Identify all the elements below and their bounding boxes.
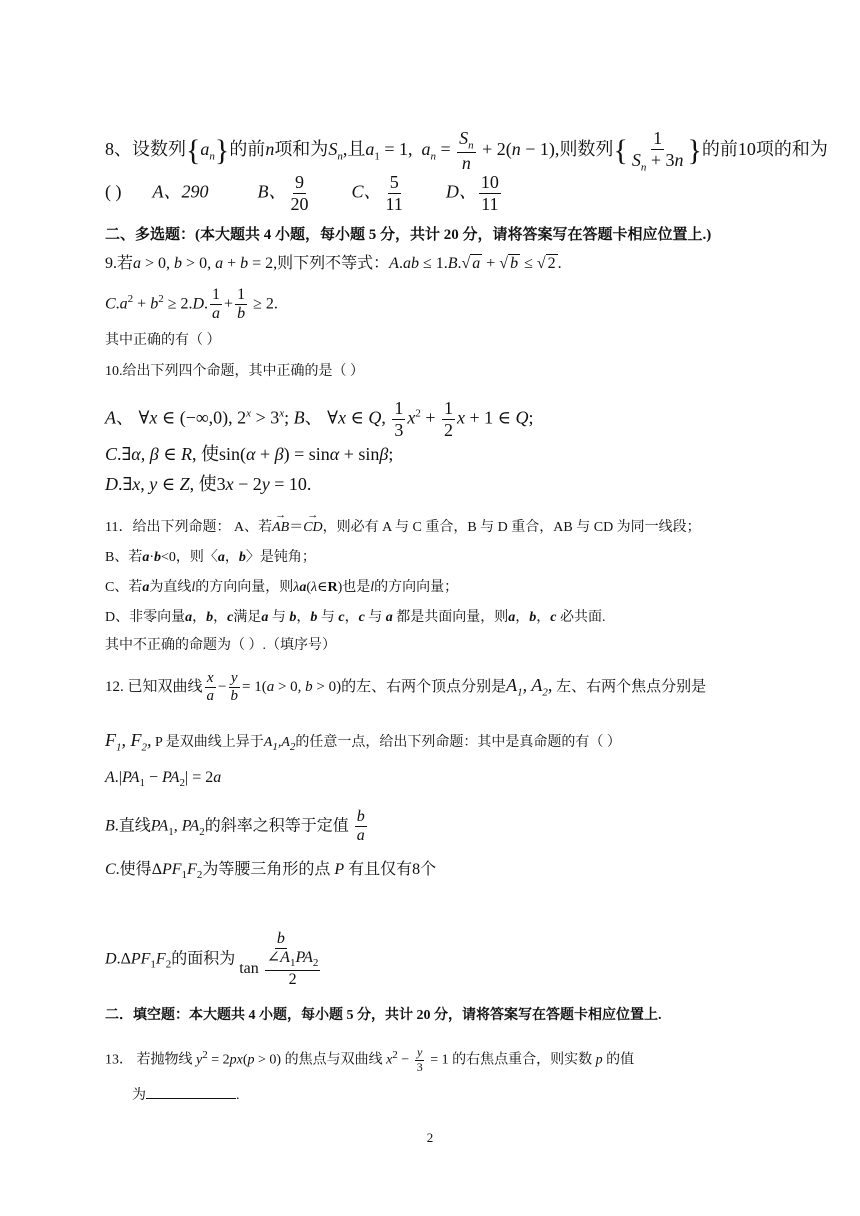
q9-line3: 其中正确的有（ ） [105, 333, 221, 348]
q11-line5: 其中不正确的命题为（ ）.（填序号） [105, 638, 336, 653]
q11-line2: B、若a·b<0，则〈a，b〉是钝角； [105, 550, 316, 565]
q8-options: ( ) A、290 B、 $\frac{9}{20}$ C、 $\frac{5}{11}$ D、 $\frac{10}{11}$ [105, 172, 499, 214]
q8-line1: 8、设数列$\{a_n\}$的前n项和为$S_n$,且$a_1 = 1$, $a_n$ = $\frac{S_n}{n}$ + 2(n − 1),则数列{ $\frac{1}{S_n + 3n}$ }的前10项的和为 [105, 128, 828, 174]
q10-options-ab: A、 ∀x ∈ (−∞,0), $2^x > 3^x$; B、 ∀x ∈ Q, $\frac{1}{3}$ $x^2$ + $\frac{1}{2}$ x + 1 ∈ Q; [105, 398, 534, 440]
q8-option-d: $\frac{10}{11}$ [480, 172, 499, 214]
q9-line1: 9.若a > 0, b > 0, a + b = 2,则下列不等式：A.ab ≤ 1.B.√ a + √ b ≤ √ 2 . [105, 255, 562, 272]
q12-line1: 12. 已知双曲线 $\frac{x}{a}$ − $\frac{y}{b}$ = 1(a > 0, b > 0)的左、右两个顶点分别是$A_1$, $A_2$, 左、右两个焦点分别是 [105, 670, 707, 705]
q10-option-d: D.∃x, y ∈ Z, 使3x − 2y = 10. [105, 474, 312, 494]
q13-answer-blank[interactable] [146, 1086, 236, 1099]
q11-line4: D、非零向量a，b，c满足a 与 b，b 与 c，c 与 a 都是共面向量，则a，b，c 必共面. [105, 610, 606, 625]
q12-option-a: $A.|PA_1 - PA_2| = 2a$ [105, 769, 222, 790]
q9-line2: $C.a^2 + b^2 \ge 2.D$. $\frac{1}{a}$ + $\frac{1}{b}$ ≥ 2. [105, 286, 278, 323]
q11-line3: C、若a为直线l的方向向量，则λa(λ∈R)也是l的方向向量； [105, 580, 459, 595]
q10-option-c: C.∃α, β ∈ R, 使sin(α + β) = sinα + sinβ; [105, 444, 394, 464]
q8-option-a: A、290 [152, 181, 209, 202]
q12-option-c: C.使得$\Delta PF_1F_2$为等腰三角形的点 P 有且仅有8个 [105, 861, 437, 882]
q12-line2: $F_1$, $F_2$, P 是双曲线上异于$A_1,A_2$的任意一点，给出下列命题：其中是真命题的有（ ） [105, 730, 621, 754]
section-heading-fill-in: 二．填空题：本大题共 4 小题，每小题 5 分，共计 20 分，请将答案写在答题卡相应位置上. [105, 1008, 662, 1023]
q8-option-b: $\frac{9}{20}$ [290, 172, 309, 214]
q10-stem: 10.给出下列四个命题，其中正确的是（ ） [105, 364, 364, 379]
q13-line1: 13． 若抛物线 $y^2 = 2px(p > 0)$ 的焦点与双曲线 $x^2$ − $\frac{y}{3}$ = 1 的右焦点重合，则实数 p 的值 [105, 1045, 635, 1074]
q13-line2: 为 . [132, 1088, 240, 1103]
q8-num: 8、 [105, 139, 132, 160]
q8-option-c: $\frac{5}{11}$ [385, 172, 403, 214]
page-number: 2 [426, 1130, 434, 1145]
section-heading-multiple-choice: 二、多选题：(本大题共 4 小题，每小题 5 分，共计 20 分，请将答案写在答题卡相应位置上.) [105, 227, 712, 243]
q12-option-b: B.直线$PA_1$, $PA_2$的斜率之积等于定值 $\frac{b}{a}$ [105, 808, 365, 845]
q12-option-d: $D.\Delta PF_1F_2$的面积为 b tan $\frac{\angle A_1PA_2}{2}$ [105, 930, 319, 989]
q11-line1: 11．给出下列命题： A、若→ AB＝→ CD，则必有 A 与 C 重合，B 与 D 重合，AB 与 CD 为同一线段； [105, 520, 701, 537]
